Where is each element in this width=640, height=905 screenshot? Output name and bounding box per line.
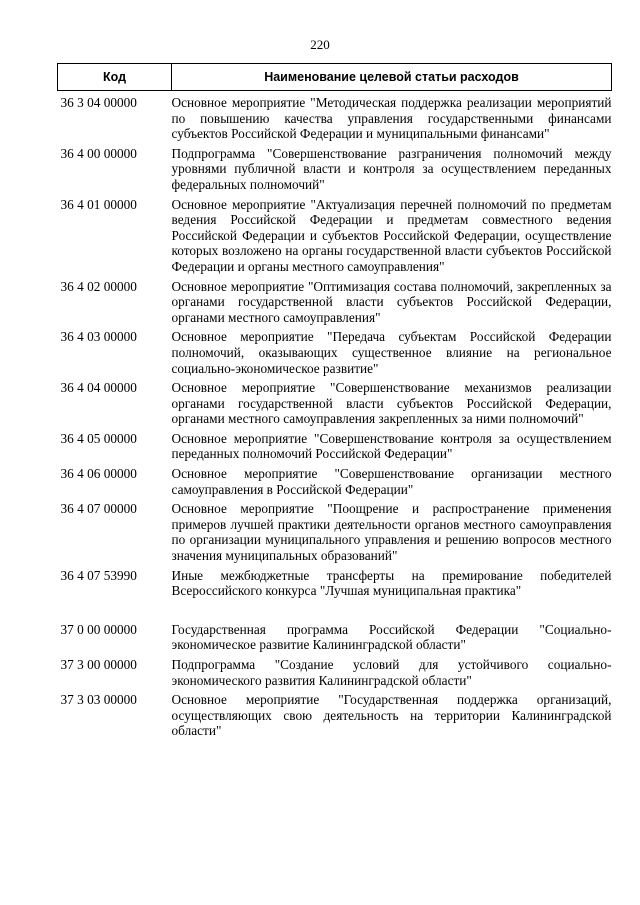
row-name: Основное мероприятие "Поощрение и распространение применения примеров лучшей практики деятельности органов местного самоуправления по организации муниципального управления и решению вопросов местного значения муниципальных образований" [171, 501, 612, 564]
page-number: 220 [310, 37, 330, 52]
table-row [58, 462, 612, 497]
row-name: Основное мероприятие "Совершенствование контроля за осуществлением переданных полномочий Российской Федерации" [171, 430, 612, 462]
table-header-row [58, 64, 612, 91]
row-name: Основное мероприятие "Оптимизация состава полномочий, закрепленных за органами государственной власти субъектов Российской Федерации, органами местного самоуправления" [171, 278, 612, 325]
table-row [58, 275, 612, 326]
row-code: 36 4 04 00000 [60, 380, 137, 396]
table-row [58, 91, 612, 142]
table-row [58, 427, 612, 462]
row-name: Подпрограмма "Совершенствование разграничения полномочий между уровнями публичной власти и контроля за осуществлением переданных федеральных полномочий" [171, 145, 612, 192]
table-row [58, 376, 612, 427]
row-code: 37 0 00 00000 [60, 621, 137, 637]
table-row [58, 325, 612, 376]
row-name: Подпрограмма "Создание условий для устойчивого социально-экономического развития Калининградской области" [171, 657, 612, 688]
row-name: Основное мероприятие "Передача субъектам Российской Федерации полномочий, оказывающих существенное влияние на региональное социально-экономическое развитие" [171, 329, 612, 376]
row-code: 36 4 03 00000 [60, 329, 137, 345]
row-name: Основное мероприятие "Методическая поддержка реализации мероприятий по повышению качества управления государственными финансами субъектов Российской Федерации и муниципальными финансами" [171, 95, 612, 142]
row-code: 36 4 05 00000 [60, 430, 137, 446]
row-code: 36 4 07 00000 [60, 501, 137, 517]
name-column-header: Наименование целевой статьи расходов [172, 64, 612, 91]
row-name: Основное мероприятие "Совершенствование организации местного самоуправления в Российской Федерации" [171, 466, 612, 497]
row-name: Основное мероприятие "Совершенствование механизмов реализации органами государственной власти субъектов Российской Федерации, органами местного самоуправления закрепленных за ними полномочий" [171, 380, 612, 427]
row-name: Основное мероприятие "Актуализация перечней полномочий по предметам ведения Российской Федерации и предметам совместного ведения Российской Федерации и субъектов Российской Федерации, осуществление которых возложено на органы государственной власти субъектов Российской Федерации и органы местного самоуправления" [171, 196, 612, 274]
table-row [58, 564, 612, 599]
row-code: 36 4 07 53990 [60, 567, 137, 583]
row-code: 36 4 00 00000 [60, 145, 137, 161]
row-code: 37 3 03 00000 [60, 692, 137, 708]
row-name: Основное мероприятие "Государственная поддержка организаций, осуществляющих свою деятельность на территории Калининградской области" [171, 692, 612, 739]
code-column-header: Код [58, 64, 172, 91]
row-code: 36 4 02 00000 [60, 278, 137, 294]
budget-classification-table [57, 63, 612, 739]
table-row [58, 497, 612, 563]
row-code: 36 4 06 00000 [60, 466, 137, 482]
table-row [58, 599, 612, 653]
row-code: 37 3 00 00000 [60, 657, 137, 672]
row-name: Иные межбюджетные трансферты на премирование победителей Всероссийского конкурса "Лучшая муниципальная практика" [171, 567, 612, 599]
row-name: Государственная программа Российской Федерации "Социально-экономическое развитие Калининградской области" [171, 621, 612, 653]
row-code: 36 3 04 00000 [60, 95, 137, 110]
table-row [58, 142, 612, 193]
row-code: 36 4 01 00000 [60, 196, 137, 212]
table-row [58, 653, 612, 688]
table-row [58, 688, 612, 739]
table-row [58, 193, 612, 275]
